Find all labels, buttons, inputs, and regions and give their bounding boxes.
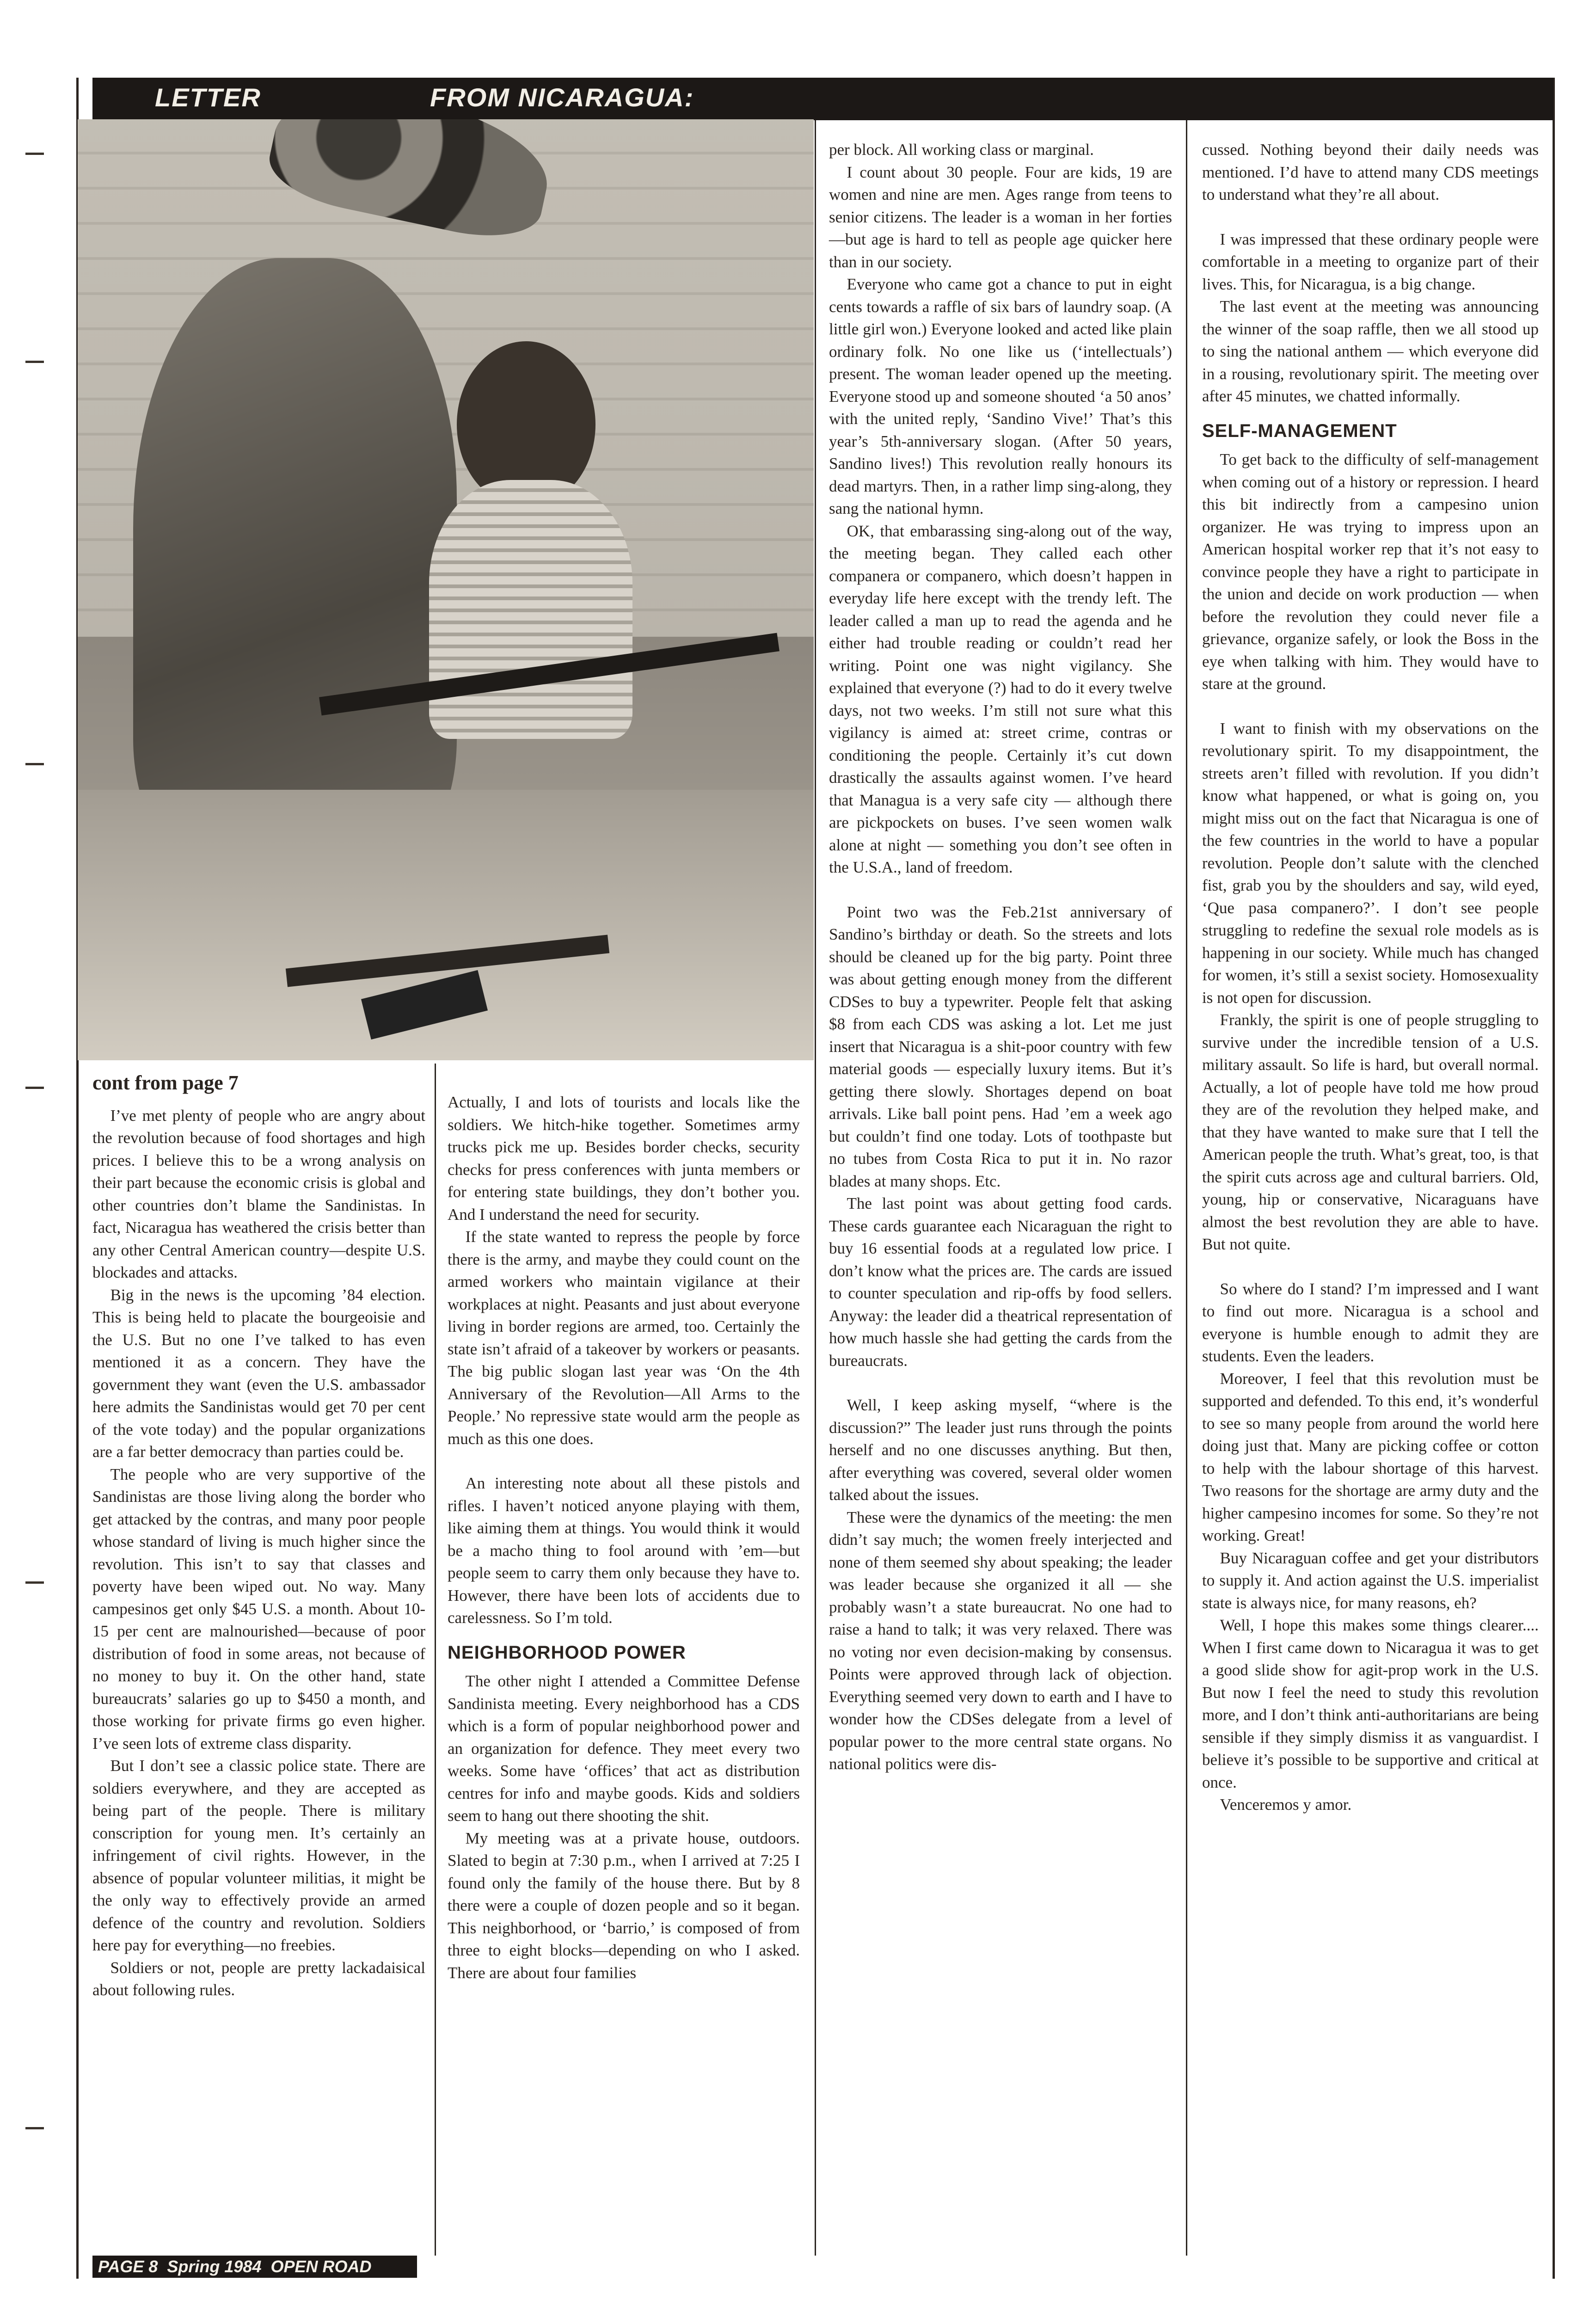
- article-paragraph: Moreover, I feel that this revolution must be supported and defended. To this end, it’s wonderful to see so many people from around the world here doing just that. Many are picking coffee or cotton to help with the labour shortage of this harvest. Two reasons for the shortage are army duty and the higher campesino incomes for some. So they’re not working. Great!: [1202, 1369, 1539, 1544]
- article-paragraph: per block. All working class or marginal.: [829, 141, 1094, 159]
- margin-mark: [25, 2127, 44, 2129]
- article-paragraph: My meeting was at a private house, outdoors. Slated to begin at 7:30 p.m., when I arrived at 7:25 I found only the family of the house there. But by 8 there were a couple of dozen people and so it began. This neighborhood, or ‘barrio,’ is composed of from three to eight blocks—depending on who I asked. There are about four families: [448, 1829, 800, 1982]
- article-paragraph: Actually, I and lots of tourists and locals like the soldiers. We hitch-hike together. Sometimes army trucks pick me up. Besides border checks, security checks for press conferences with junta members or for entering state buildings, they don’t bother you. And I understand the need for security.: [448, 1093, 800, 1224]
- article-paragraph: So where do I stand? I’m impressed and I want to find out more. Nicaragua is a school and everyone is humble enough to admit they are students. Even the leaders.: [1202, 1279, 1539, 1365]
- column-rule: [815, 119, 816, 2256]
- article-paragraph: Everyone who came got a chance to put in eight cents towards a raffle of six bars of laundry soap. (A little girl won.) Everyone looked and acted like plain ordinary folk. No one like us (‘intellectuals’) present. The woman leader opened up the meeting. Everyone stood up and someone shouted ‘a 50 anos’ with the united reply, ‘Sandino Vive!’ That’s this year’s 5th-anniversary slogan. (After 50 years, Sandino lives!) This revolution really honours its dead martyrs. Then, in a rather limp sing-along, they sang the national hymn.: [829, 275, 1172, 517]
- article-paragraph: The other night I attended a Committee Defense Sandinista meeting. Every neighborhood has a CDS which is a form of popular neighborhood power and an organization for defence. They meet every two weeks. Some have ‘offices’ that act as distribution centres for info and maybe goods. Kids and soldiers seem to hang out there shooting the shit.: [448, 1672, 800, 1825]
- column-rule: [435, 1064, 436, 2256]
- publication-name: OPEN ROAD: [270, 2257, 372, 2276]
- article-paragraph: These were the dynamics of the meeting: the men didn’t say much; the women freely interjected and none of them seemed shy about speaking; the leader was leader because she organized it all — she probably wasn’t a state bureaucrat. No one had to raise a hand to talk; it was very relaxed. There was no voting nor even decision-making by consensus. Points were approved through lack of objection. Everything seemed very down to earth and I have to wonder how the CDSes delegate from a level of popular power to the more central state organs. No national politics were dis-: [829, 1508, 1172, 1773]
- margin-mark: [25, 153, 44, 155]
- article-paragraph: The last point was about getting food cards. These cards guarantee each Nicaraguan the right to buy 16 essential foods at a regulated low price. I don’t know what the prices are. The cards are issued to counter speculation and rip-offs by food sellers. Anyway: the leader did a theatrical representation of how much hassle she had getting the cards from the bureaucrats.: [829, 1194, 1172, 1370]
- article-paragraph: To get back to the difficulty of self-management when coming out of a history or repression. I heard this bit indirectly from a campesino union organizer. He was trying to impress upon an American hospital worker rep that it’s not easy to convince people they have a right to participate in the union and decide on work production — when before the revolution they could never file a grievance, organize safely, or look the Boss in the eye when talking with him. They would have to stare at the ground.: [1202, 450, 1539, 693]
- margin-mark: [25, 763, 44, 765]
- article-paragraph: Well, I hope this makes some things clearer.... When I first came down to Nicaragua it was to get a good slide show for agit-prop work in the U.S. But now I feel the need to study this revolution more, and I don’t think anti-authoritarians are being sensible if they simply dismiss it as vanguardist. I believe it’s possible to be supportive and critical at once.: [1202, 1616, 1539, 1791]
- article-paragraph: The last event at the meeting was announcing the winner of the soap raffle, then we all stood up to sing the national anthem — which everyone did in a rousing, revolutionary spirit. The meeting over after 45 minutes, we chatted informally.: [1202, 297, 1539, 405]
- column-rule: [1186, 119, 1187, 2256]
- article-paragraph: I count about 30 people. Four are kids, 19 are women and nine are men. Ages range from teens to senior citizens. The leader is a woman in her forties—but age is hard to tell as people age quicker here than in our society.: [829, 163, 1172, 271]
- article-paragraph: Point two was the Feb.21st anniversary of Sandino’s birthday or death. So the streets and lots should be cleaned up for the big party. Point three was about getting enough money from the different CDSes to buy a typewriter. People felt that asking $8 from each CDS was asking a lot. Let me just insert that Nicaragua is a shit-poor country with few material goods — especially luxury items. But it’s getting there slowly. Shortages depend on boat arrivals. Like ball point pens. Had ’em a week ago but couldn’t find one today. Lots of toothpaste but no tubes from Costa Rica to put it in. No razor blades at many shops. Etc.: [829, 903, 1172, 1190]
- article-header-bar: [92, 78, 1553, 120]
- article-paragraph: Soldiers or not, people are pretty lackadaisical about following rules.: [92, 1958, 425, 1999]
- article-paragraph: cussed. Nothing beyond their daily needs was mentioned. I’d have to attend many CDS meetings to understand what they’re all about.: [1202, 141, 1539, 203]
- article-paragraph: Well, I keep asking myself, “where is the discussion?” The leader just runs through the points herself and no one discusses anything. But then, after everything was covered, several older women talked about the issues.: [829, 1396, 1172, 1504]
- article-paragraph: Frankly, the spirit is one of people struggling to survive under the incredible tension of a U.S. military assault. So life is hard, but overall normal. Actually, a lot of people have told me how proud they are of the revolution they helped make, and that they have wanted to make sure that I tell the American people the truth. What’s great, too, is that the spirit cuts across age and cultural barriers. Old, young, hip or conservative, Nicaraguans have almost the best revolution they are able to have. But not quite.: [1202, 1011, 1539, 1253]
- article-paragraph: OK, that embarassing sing-along out of the way, the meeting began. They called each other companera or companero, which doesn’t happen in everyday life here except with the trendy left. The leader called a man up to read the agenda and he either had trouble reading or couldn’t read her writing. Point one was night vigilancy. She explained that everyone (?) had to do it every twelve days, not two weeks. I’m still not sure what this vigilancy is aimed at: street crime, contras or conditioning the people. Certainly it’s cut down drastically the assaults against women. I’ve heard that Managua is a very safe city — although there are pickpockets on buses. I’ve seen women walk alone at night — something you don’t see often in the U.S.A., land of freedom.: [829, 522, 1172, 876]
- section-heading: SELF-MANAGEMENT: [1202, 420, 1397, 441]
- page-number: PAGE 8: [98, 2257, 158, 2276]
- article-paragraph: But I don’t see a classic police state. There are soldiers everywhere, and they are accepted as being part of the people. There is military conscription for young men. It’s certainly an infringement of civil rights. However, in the absence of popular volunteer militias, it might be the only way to effectively provide an armed defence of the country and revolution. Soldiers here pay for everything—no freebies.: [92, 1757, 425, 1954]
- header-letter: LETTER: [155, 83, 261, 112]
- column-1: [92, 1072, 425, 2002]
- right-border-rule: [1553, 78, 1555, 2279]
- article-paragraph: Venceremos y amor.: [1220, 1795, 1352, 1814]
- article-paragraph: If the state wanted to repress the people by force there is the army, and maybe they could count on the armed workers who maintain vigilance at their workplaces at night. Peasants and just about everyone living in border regions are armed, too. Certainly the state isn’t afraid of a takeover by workers or peasants. The big public slogan last year was ‘On the 4th Anniversary of the Revolution—All Arms to the People.’ No repressive state would arm the people as much as this one does.: [448, 1228, 800, 1448]
- continued-from-label: cont from page 7: [92, 1071, 239, 1094]
- page-footer: [92, 2256, 417, 2278]
- boy-shirt: [429, 480, 632, 739]
- article-paragraph: I want to finish with my observations on the revolutionary spirit. To my disappointment, the streets aren’t filled with revolution. If you didn’t know what happened, or what is going on, you might miss out on the fact that Nicaragua is one of the few countries in the world to have a popular revolution. People don’t salute with the clenched fist, grab you by the shoulders and say, wild eyed, ‘Que pasa companero?’. I don’t see people struggling to redefine the sexual role models as is happening in our society. While much has changed for women, it’s still a sexist society. Homosexuality is not open for discussion.: [1202, 719, 1539, 1007]
- article-paragraph: An interesting note about all these pistols and rifles. I haven’t noticed anyone playing with them, like aiming them at things. You would think it would be a macho thing to fool around with ’em—but people seem to carry them only because they have to. However, there have been lots of accidents due to carelessness. So I’m told.: [448, 1474, 800, 1627]
- article-paragraph: Big in the news is the upcoming ’84 election. This is being held to placate the bourgeoisie and the U.S. But no one I’ve talked to has even mentioned it as a concern. They have the government they want (even the U.S. ambassador here admits the Sandinistas would get 70 per cent of the vote today) and the popular organizations are a far better democracy than parties could be.: [92, 1285, 425, 1461]
- article-photo: [78, 119, 814, 1060]
- column-3: [829, 139, 1172, 1776]
- article-title: FROM NICARAGUA:: [430, 83, 694, 112]
- section-heading: NEIGHBORHOOD POWER: [448, 1642, 686, 1663]
- margin-mark: [25, 1087, 44, 1089]
- article-paragraph: I’ve met plenty of people who are angry about the revolution because of food shortages and high prices. I believe this to be a wrong analysis on their part because the economic crisis is global and other countries don’t blame the Sandinistas. In fact, Nicaragua has weathered the crisis better than any other Central American country—despite U.S. blockades and attacks.: [92, 1106, 425, 1281]
- article-paragraph: The people who are very supportive of the Sandinistas are those living along the border who get attacked by the contras, and many poor people whose standard of living is much higher since the revolution. This isn’t to say that classes and poverty have been wiped out. No way. Many campesinos get only $45 U.S. a month. About 10-15 per cent are malnourished—because of poor distribution of food in some areas, not because of no money to buy it. On the other hand, state bureaucrats’ salaries go up to $450 a month, and those working for private firms go even higher. I’ve seen lots of extreme class disparity.: [92, 1465, 425, 1752]
- column-2: [448, 1091, 800, 1984]
- soldier-figure: [133, 258, 457, 859]
- column-4: [1202, 139, 1539, 1816]
- margin-mark: [25, 361, 44, 363]
- article-paragraph: I was impressed that these ordinary people were comfortable in a meeting to organize part of their lives. This, for Nicaragua, is a big change.: [1202, 230, 1539, 293]
- issue-date: Spring 1984: [167, 2257, 262, 2276]
- margin-mark: [25, 1581, 44, 1584]
- article-paragraph: Buy Nicaraguan coffee and get your distributors to supply it. And action against the U.S. imperialist state is always nice, for many reasons, eh?: [1202, 1549, 1539, 1612]
